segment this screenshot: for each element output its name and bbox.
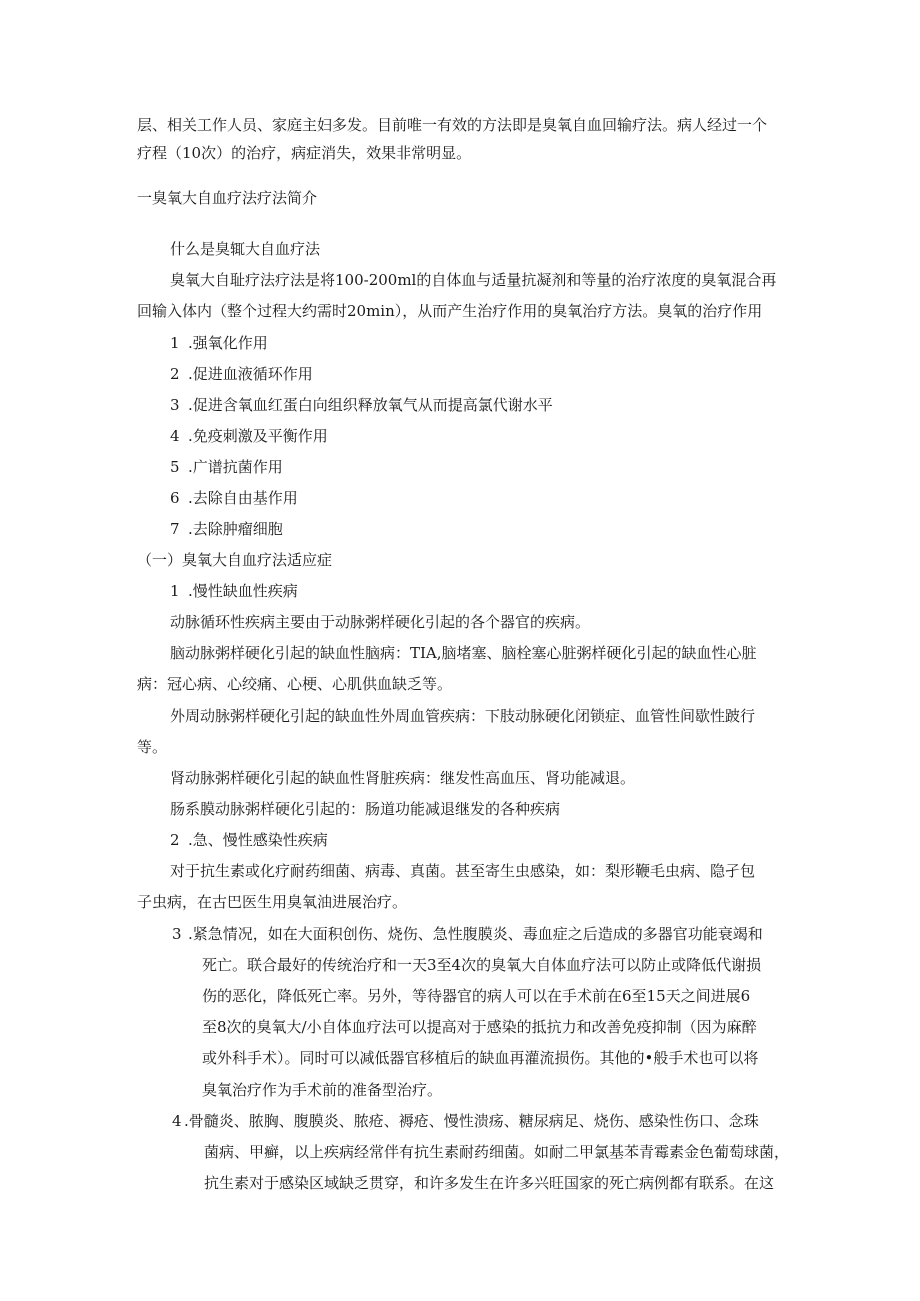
paragraph-line: 等。 bbox=[137, 738, 168, 756]
effect-item bbox=[170, 457, 283, 477]
effect-item bbox=[170, 364, 313, 384]
paragraph-line: 臭氧大自耻疗法疗法是将100-200ml的自体血与适量抗凝剂和等量的治疗浓度的臭氧混合再 bbox=[170, 271, 777, 289]
intro-line: 层、相关工作人员、家庭主妇多发。目前唯一有效的方法即是臭氧自血回输疗法。病人经过一个 bbox=[137, 116, 768, 134]
effect-number: 2 bbox=[170, 365, 180, 383]
effect-text: .去除自由基作用 bbox=[188, 489, 298, 507]
item-number: 1 bbox=[170, 582, 180, 600]
effect-text: .广谱抗菌作用 bbox=[188, 458, 283, 476]
effect-number: 3 bbox=[170, 396, 180, 414]
item-number: 2 bbox=[170, 831, 180, 849]
paragraph-line: 脑动脉粥样硬化引起的缺血性脑病：TIA,脑堵塞、脑栓塞心脏粥样硬化引起的缺血性心脏 bbox=[170, 644, 757, 662]
effect-text: .促进血液循环作用 bbox=[188, 365, 313, 383]
subheading-what-is: 什么是臭辄大自血疗法 bbox=[170, 240, 321, 258]
paragraph-line: 外周动脉粥样硬化引起的缺血性外周血管疾病：下肢动脉硬化闭锁症、血管性间歇性跛行 bbox=[170, 707, 756, 725]
effect-number: 1 bbox=[170, 334, 180, 352]
effect-item bbox=[170, 426, 328, 446]
effect-number: 6 bbox=[170, 489, 180, 507]
paragraph-line: 伤的恶化，降低死亡率。另外，等待器官的病人可以在手术前在6至15天之间进展6 bbox=[202, 987, 751, 1005]
intro-line: 疗程（10次）的治疗，病症消失，效果非常明显。 bbox=[137, 144, 472, 162]
paragraph-line: 回输入体内（整个过程大约需时20min），从而产生治疗作用的臭氧治疗方法。臭氧的治疗作用 bbox=[137, 302, 763, 320]
paragraph-line: 臭氧治疗作为手术前的准备型治疗。 bbox=[202, 1081, 443, 1099]
effect-number: 4 bbox=[170, 427, 180, 445]
section-heading: 一臭氧大自血疗法疗法简介 bbox=[137, 189, 318, 207]
paragraph-line: 抗生素对于感染区域缺乏贯穿，和许多发生在许多兴旺国家的死亡病例都有联系。在这 bbox=[204, 1174, 775, 1192]
effect-item bbox=[170, 395, 553, 415]
paragraph-line: .骨髓炎、脓胸、腹膜炎、脓疮、褥疮、慢性溃疡、糖尿病足、烧伤、感染性伤口、念珠 bbox=[184, 1112, 759, 1130]
paragraph-line: 子虫病，在古巴医生用臭氧油进展治疗。 bbox=[137, 893, 408, 911]
effect-number: 5 bbox=[170, 458, 180, 476]
indications-heading: （一）臭氧大自血疗法适应症 bbox=[137, 551, 333, 569]
paragraph-line: 菌病、甲癣，以上疾病经常伴有抗生素耐药细菌。如耐二甲氯基苯青霉素金色葡萄球菌， bbox=[204, 1143, 790, 1161]
paragraph-line: 病：冠心病、心绞痛、心梗、心肌供血缺乏等。 bbox=[137, 675, 453, 693]
item-heading-text: .急、慢性感染性疾病 bbox=[188, 831, 328, 849]
item-number: 4 bbox=[172, 1112, 182, 1130]
effect-item bbox=[170, 333, 268, 353]
chronic-heading bbox=[170, 581, 298, 601]
effect-item bbox=[170, 519, 283, 539]
infection-heading bbox=[170, 830, 328, 850]
paragraph-line: 至8次的臭氧大/小自体血疗法可以提高对于感染的抵抗力和改善免疫抑制（因为麻醉 bbox=[202, 1018, 757, 1036]
paragraph-line: 动脉循环性疾病主要由于动脉粥样硬化引起的各个器官的疾病。 bbox=[170, 613, 591, 631]
paragraph-line: 肠系膜动脉粥样硬化引起的：肠道功能减退继发的各种疾病 bbox=[170, 800, 561, 818]
effect-text: .去除肿瘤细胞 bbox=[188, 520, 283, 538]
effect-text: .促进含氧血红蛋白向组织释放氧气从而提高氯代谢水平 bbox=[188, 396, 553, 414]
item-heading-text: .慢性缺血性疾病 bbox=[188, 582, 298, 600]
paragraph-line: 对于抗生素或化疗耐药细菌、病毒、真菌。甚至寄生虫感染，如：梨形鞭毛虫病、隐孑包 bbox=[170, 862, 756, 880]
paragraph-line: 或外科手术）。同时可以减低器官移植后的缺血再灌流损伤。其他的•般手术也可以将 bbox=[202, 1049, 759, 1067]
effect-number: 7 bbox=[170, 520, 180, 538]
paragraph-line: .紧急情况，如在大面积创伤、烧伤、急性腹膜炎、毒血症之后造成的多器官功能衰竭和 bbox=[188, 925, 763, 943]
item-number: 3 bbox=[172, 925, 182, 943]
effect-item bbox=[170, 488, 298, 508]
effect-text: .强氧化作用 bbox=[188, 334, 268, 352]
paragraph-line: 死亡。联合最好的传统治疗和一天3至4次的臭氧大自体血疗法可以防止或降低代谢损 bbox=[202, 956, 762, 974]
effect-text: .免疫刺激及平衡作用 bbox=[188, 427, 328, 445]
paragraph-line: 肾动脉粥样硬化引起的缺血性肾脏疾病：继发性高血压、肾功能减退。 bbox=[170, 769, 636, 787]
